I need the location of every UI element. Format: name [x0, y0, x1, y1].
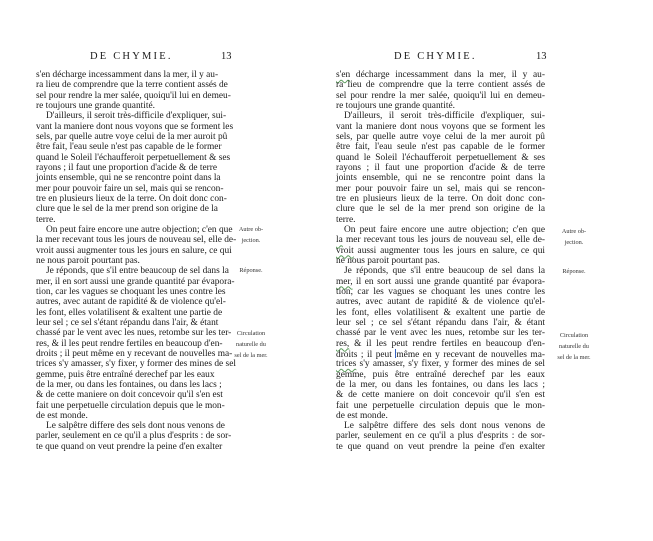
text-line[interactable]: Je réponds, que s'il entre beaucoup de sel dans la [344, 266, 545, 277]
text-line[interactable]: vant la maniere dont nous voyons que se forment les [336, 121, 545, 132]
text-line[interactable]: ra lieu de comprendre que la terre contient assés de [336, 80, 545, 91]
margin-note-line: Circulation [559, 332, 589, 339]
text-line[interactable]: de est monde. [336, 410, 388, 421]
spellcheck-flag[interactable]: trices [336, 359, 357, 370]
text-line: s'en décharge incessamment dans la mer, il y au- [36, 70, 219, 80]
margin-note-reponse [549, 266, 599, 277]
text-line: On peut faire encore une autre objection; c'en que [46, 224, 233, 235]
margin-note-line: Réponse. [562, 268, 586, 275]
text-line[interactable]: mer, il en sort aussi une grande quantité par évapora- [336, 276, 545, 287]
text-line: trices s'y amasser, s'y fixer, y former des mines de sel [36, 359, 236, 370]
text-line: ne nous paroit pourtant pas. [36, 255, 140, 266]
text-line: vant la maniere dont nous voyons que se forment les [36, 121, 234, 132]
margin-note-line: Autre ob- [238, 226, 264, 233]
text-line: de la mer, ou dans les fontaines, ou dans les lacs ; [36, 379, 222, 390]
text-line[interactable]: & de cette maniere on doit concevoir qu'il s'en est [336, 390, 545, 401]
text-line: ra lieu de comprendre que la terre contient assés de [36, 80, 228, 91]
text-line: mer pour pouvoir faire un sel, mais qui se rencon- [36, 183, 224, 194]
text-line[interactable]: s'en décharge incessamment dans la mer, il y au- [336, 70, 545, 80]
text-line: fait une perpetuelle circulation depuis que le mon- [36, 400, 225, 411]
text-line[interactable]: parler, seulement en ce qu'il a plus d'esprits : de sor- [336, 431, 545, 442]
running-header: DE CHYMIE. [90, 51, 173, 62]
text-line[interactable]: vroit aussi augmenter tous les jours en salure, ce qui [336, 245, 545, 256]
text-line: Le salpêtre differe des sels dont nous venons de [46, 421, 225, 432]
text-line[interactable]: fait une perpetuelle circulation depuis que le mon- [336, 400, 545, 411]
text-line: res, & il les peut rendre fertiles en beaucoup d'en- [36, 338, 223, 349]
text-line[interactable]: clure que le sel de la mer prend son origine de la [336, 204, 545, 215]
text-line: sel pour rendre la mer salée, quoiqu'il lui en demeu- [36, 90, 231, 101]
running-header: DE CHYMIE. [394, 51, 477, 62]
text-line[interactable]: autres, avec autant de rapidité & de violence qu'el- [336, 297, 545, 308]
text-line: mer, il en sort aussi une grande quantité par évapora- [36, 276, 235, 287]
text-line[interactable]: chassé par le vent avec les nues, retombe sur les ter- [336, 328, 545, 339]
text-line[interactable]: tre en plusieurs lieux de la terre. On doit donc con- [336, 193, 545, 204]
left-page-render [0, 0, 326, 541]
text-line: Je réponds, que s'il entre beaucoup de sel dans la [46, 266, 229, 277]
text-line: la mer recevant tous les jours de nouveau sel, elle de- [36, 235, 237, 246]
text-line: rayons ; il faut une proportion d'acide & de terre [36, 162, 218, 173]
text-line: chassé par le vent avec les nues, retombe sur les ter- [36, 328, 232, 339]
text-line[interactable]: rayons ; il faut une proportion d'acide & de terre [336, 162, 545, 173]
text-line[interactable]: On peut faire encore une autre objection; c'en que [344, 224, 545, 235]
text-line[interactable]: terre. [336, 214, 356, 225]
text-line: D'ailleurs, il seroit très-difficile d'expliquer, sui- [46, 111, 227, 122]
body-text [36, 70, 237, 452]
margin-note-line: naturelle du [559, 343, 589, 350]
page-number: 13 [221, 51, 232, 62]
text-cursor [395, 349, 396, 358]
text-line[interactable]: trices s'y amasser, s'y fixer, y former des mines de sel [336, 359, 545, 370]
spellcheck-flag[interactable]: res, [336, 338, 350, 349]
spellcheck-flag[interactable]: mer, [336, 276, 353, 287]
text-line: te que quand on veut prendre la peine d'en exalter [36, 441, 223, 452]
margin-note-objection [549, 226, 599, 248]
text-line: quand le Soleil l'échaufferoit perpetuellement & ses [36, 152, 231, 163]
margin-note-line: Circulation [236, 330, 266, 337]
editable-body-text[interactable] [336, 70, 545, 452]
spellcheck-flag[interactable]: vroit [336, 245, 354, 256]
text-line: droits ; il peut même en y recevant de nouvelles ma- [36, 348, 233, 359]
margin-note-line: Autre ob- [561, 228, 587, 235]
margin-note-circulation [549, 330, 599, 363]
text-line: être fait, l'eau seule n'est pas capable de le former [36, 142, 222, 153]
text-line: sels, par quelle autre voye celui de la mer auroit pû [36, 131, 228, 142]
text-line[interactable]: res, & il les peut rendre fertiles en beaucoup d'en- [336, 338, 545, 349]
margin-note-line: jection. [241, 237, 261, 244]
text-line: tion, car les vagues se choquant les unes contre les [36, 286, 226, 297]
text-line[interactable]: joints ensemble, qui ne se rencontre point dans la [336, 173, 545, 184]
page-number: 13 [536, 51, 547, 62]
text-line: leur sel ; ce sel s'étant répandu dans l'air, & étant [36, 317, 219, 328]
text-line[interactable]: mer pour pouvoir faire un sel, mais qui se rencon- [336, 183, 545, 194]
text-line[interactable]: D'ailleurs, il seroit très-difficile d'expliquer, sui- [344, 111, 545, 122]
text-line: re toujours une grande quantité. [36, 100, 155, 111]
margin-note-line: naturelle du [236, 341, 266, 348]
text-line[interactable]: ne nous paroit pourtant pas. [336, 255, 440, 266]
text-line: tre en plusieurs lieux de la terre. On doit donc con- [36, 193, 227, 204]
text-line[interactable]: quand le Soleil l'échaufferoit perpetuellement & ses [336, 152, 545, 163]
text-line: de est monde. [36, 410, 88, 421]
text-line[interactable]: gemme, puis être entraîné derechef par les eaux [336, 369, 545, 380]
text-line[interactable]: les font, elles volatilisent & exaltent une partie de [336, 307, 545, 318]
right-page-editor[interactable] [326, 0, 653, 541]
text-line: clure que le sel de la mer prend son origine de la [36, 204, 218, 215]
margin-note-reponse [226, 265, 276, 276]
text-line[interactable]: sels, par quelle autre voye celui de la mer auroit pû [336, 131, 545, 142]
text-line[interactable]: la mer recevant tous les jours de nouveau sel, elle de- [336, 235, 545, 246]
margin-note-line: sel de la mer. [234, 352, 268, 359]
text-line[interactable]: droits ; il peut même en y recevant de nouvelles ma- [336, 349, 546, 360]
text-line[interactable]: de la mer, ou dans les fontaines, ou dans les lacs ; [336, 379, 545, 390]
text-line: & de cette maniere on doit concevoir qu'il s'en est [36, 390, 223, 401]
text-line: gemme, puis être entraîné derechef par les eaux [36, 369, 215, 380]
margin-note-line: jection. [564, 239, 584, 246]
margin-note-objection [226, 224, 276, 246]
text-line[interactable]: tion, car les vagues se choquant les unes contre les [336, 286, 545, 297]
text-line: vroit aussi augmenter tous les jours en salure, ce qui [36, 245, 232, 256]
text-line[interactable]: être fait, l'eau seule n'est pas capable de le former [336, 142, 545, 153]
text-line: joints ensemble, qui ne se rencontre point dans la [36, 173, 221, 184]
text-line: les font, elles volatilisent & exaltent une partie de [36, 307, 223, 318]
text-line[interactable]: Le salpêtre differe des sels dont nous venons de [344, 421, 545, 432]
spellcheck-flag[interactable]: la [336, 235, 343, 246]
spellcheck-flag[interactable]: s'en [336, 70, 351, 80]
text-line: parler, seulement en ce qu'il a plus d'esprits : de sor- [36, 431, 232, 442]
margin-note-line: sel de la mer. [557, 354, 591, 361]
text-line: terre. [36, 214, 56, 225]
text-line[interactable]: re toujours une grande quantité. [336, 100, 455, 111]
margin-note-circulation [226, 328, 276, 361]
text-line[interactable]: sel pour rendre la mer salée, quoiqu'il lui en demeu- [336, 90, 545, 101]
margin-note-line: Réponse. [239, 267, 263, 274]
text-line[interactable]: te que quand on veut prendre la peine d'en exalter [336, 441, 545, 452]
text-line[interactable]: leur sel ; ce sel s'étant répandu dans l'air, & étant [336, 317, 545, 328]
text-line: autres, avec autant de rapidité & de violence qu'el- [36, 297, 226, 308]
